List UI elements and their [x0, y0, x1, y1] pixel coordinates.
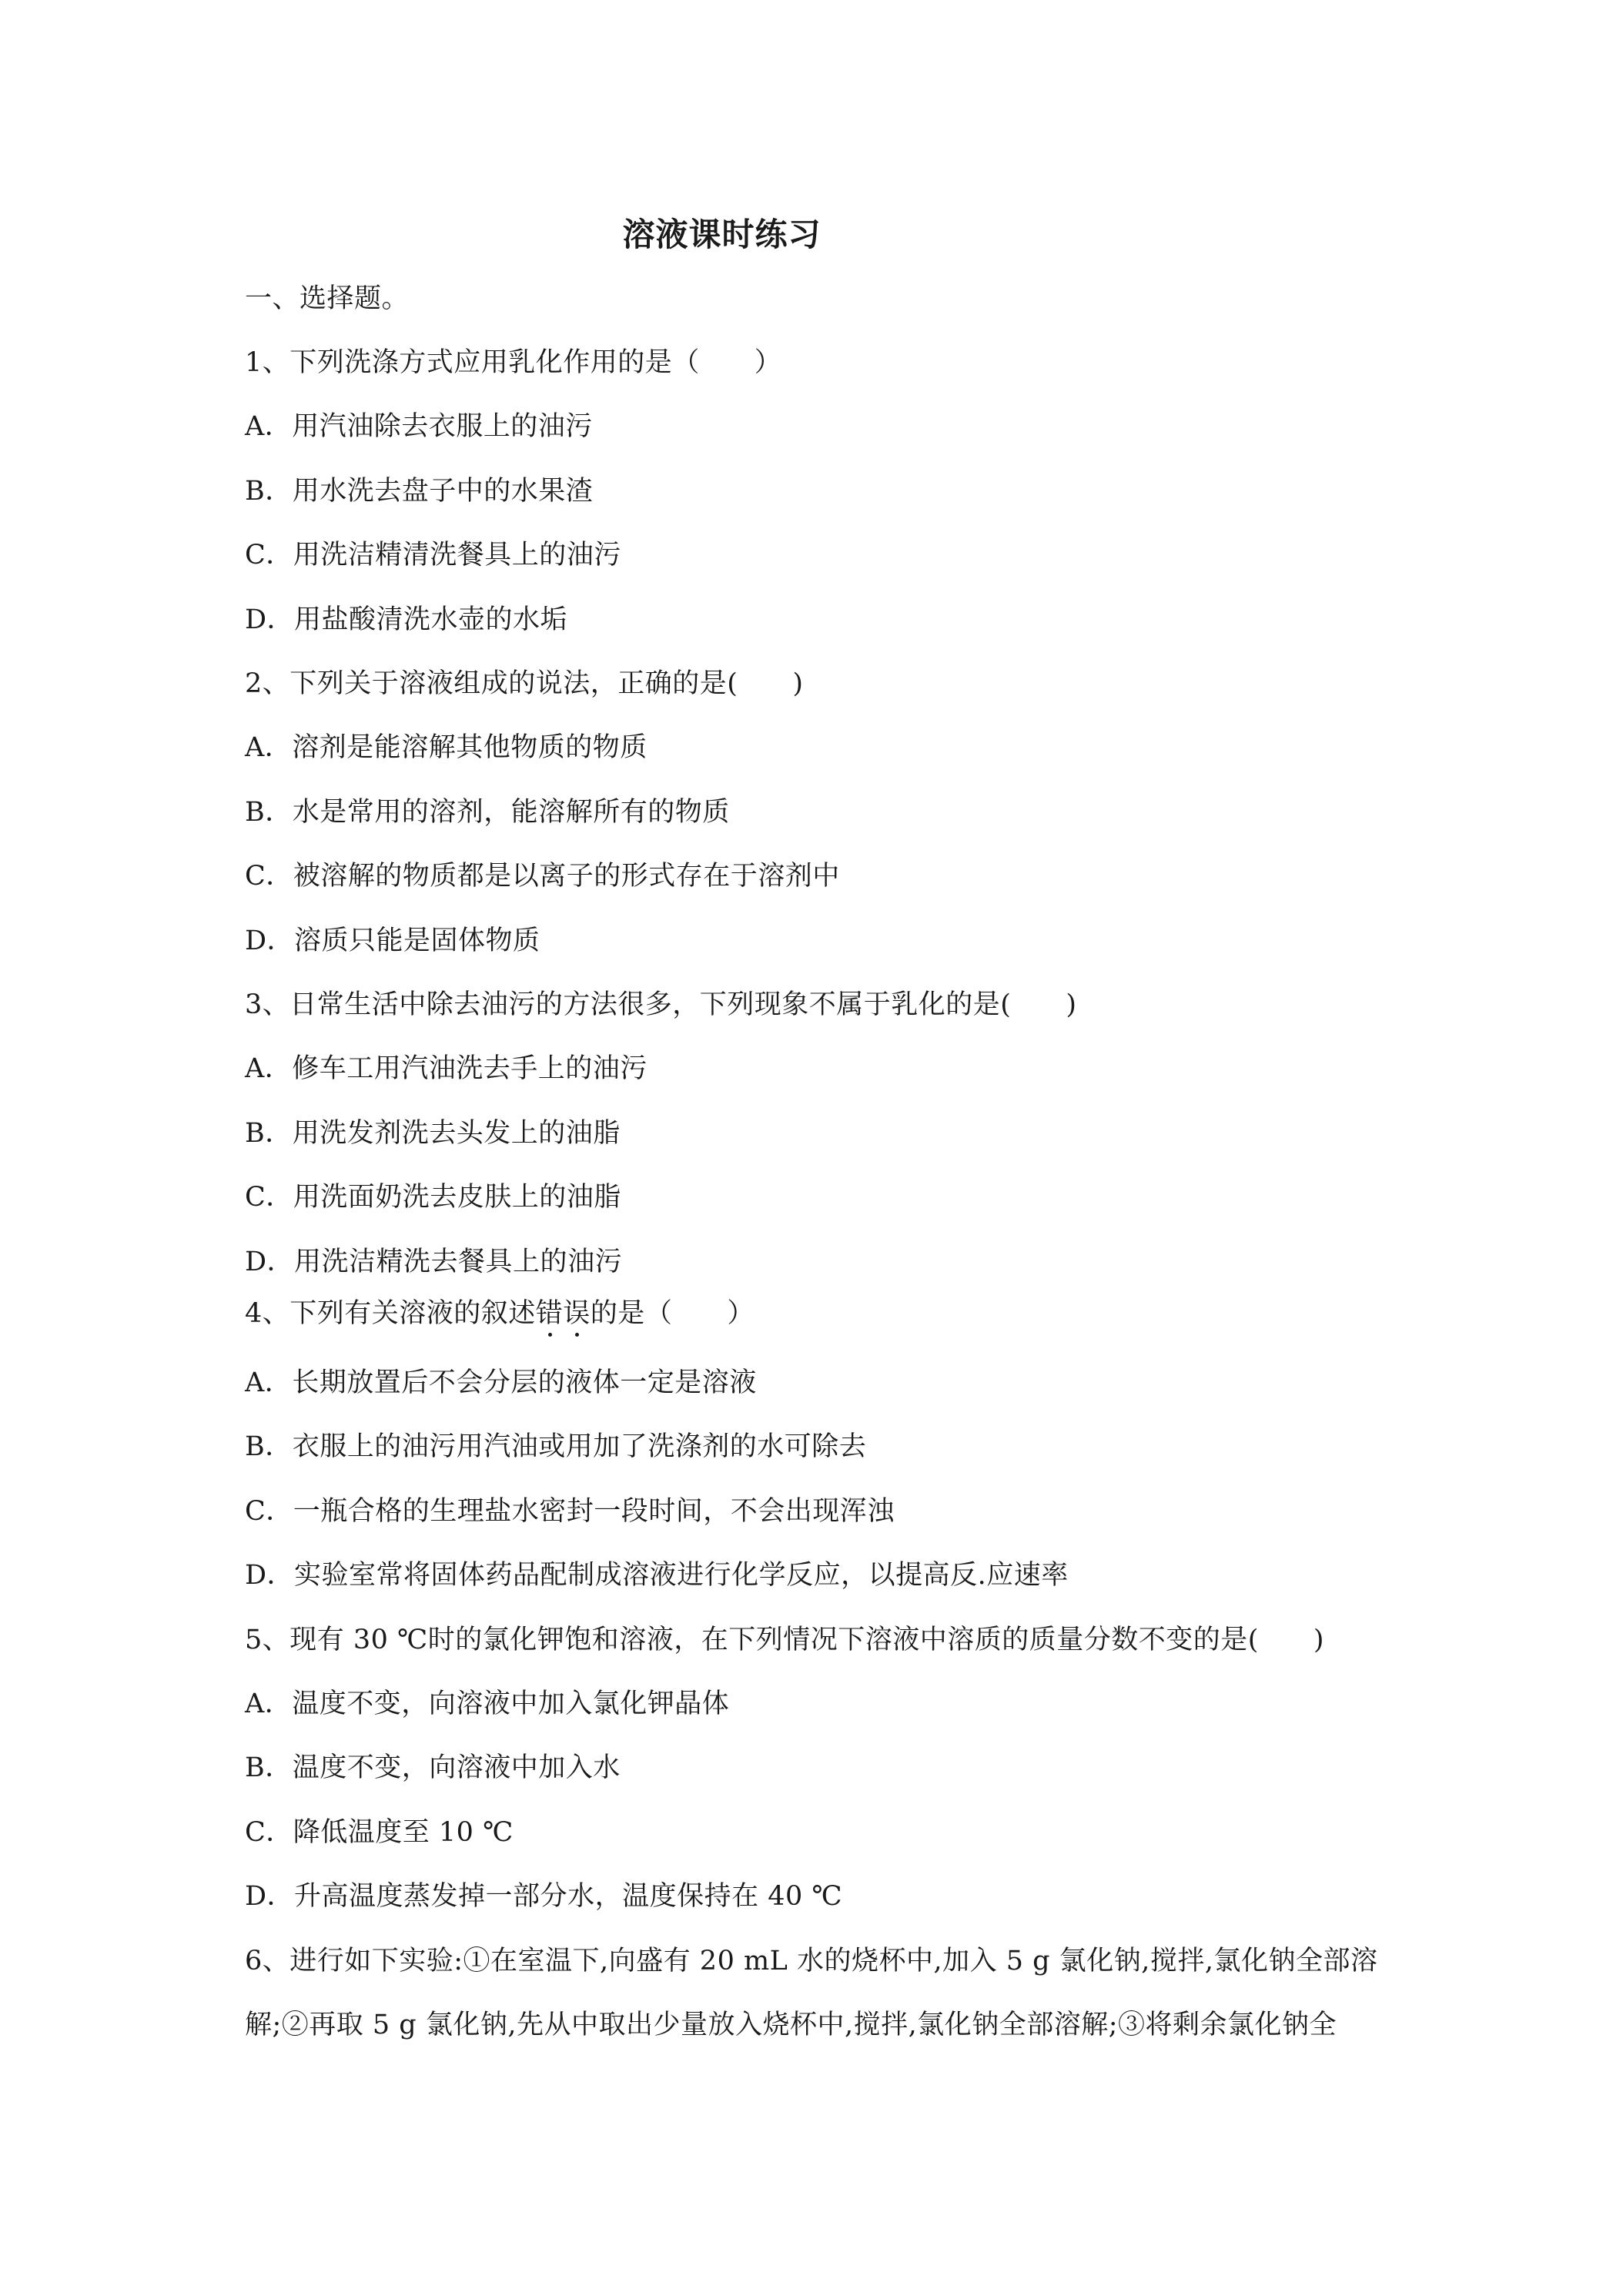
emphasis-text: 错	[535, 1298, 564, 1329]
question-4-option-d: D．实验室常将固体药品配制成溶液进行化学反应，以提高反.应速率	[245, 1560, 1069, 1591]
question-1-option-c: C．用洗洁精清洗餐具上的油污	[245, 540, 621, 571]
question-4-stem-end: 的是（ ）	[590, 1298, 755, 1329]
question-3-option-d: D．用洗洁精洗去餐具上的油污	[245, 1247, 623, 1277]
question-3-option-b: B．用洗发剂洗去头发上的油脂	[245, 1118, 621, 1149]
question-1-option-a: A．用汽油除去衣服上的油污	[245, 411, 593, 442]
question-4-option-a: A．长期放置后不会分层的液体一定是溶液	[245, 1367, 757, 1398]
question-2-option-d: D．溶质只能是固体物质	[245, 925, 540, 956]
question-4-stem	[245, 1295, 755, 1332]
emphasis-dot	[548, 1333, 552, 1337]
question-1-option-b: B．用水洗去盘子中的水果渣	[245, 476, 594, 507]
section-heading: 一、选择题。	[245, 283, 410, 314]
emphasis-dot	[575, 1333, 579, 1337]
question-5-option-c: C．降低温度至 10 ℃	[245, 1817, 514, 1848]
question-4-stem-start: 4、下列有关溶液的叙述	[245, 1298, 536, 1329]
question-2-option-b: B．水是常用的溶剂，能溶解所有的物质	[245, 797, 730, 828]
question-5-option-b: B．温度不变，向溶液中加入水	[245, 1752, 621, 1783]
question-5-option-d: D．升高温度蒸发掉一部分水，温度保持在 40 ℃	[245, 1881, 843, 1912]
question-5-stem: 5、现有 30 ℃时的氯化钾饱和溶液，在下列情况下溶液中溶质的质量分数不变的是( )	[245, 1625, 1325, 1655]
emphasis-text: 误	[563, 1298, 591, 1329]
question-2-option-a: A．溶剂是能溶解其他物质的物质	[245, 732, 648, 763]
page-title: 溶液课时练习	[622, 216, 822, 253]
question-2-option-c: C．被溶解的物质都是以离子的形式存在于溶剂中	[245, 861, 840, 892]
question-1-option-d: D．用盐酸清洗水壶的水垢	[245, 604, 568, 635]
question-6-stem-line-1: 6、进行如下实验:①在室温下,向盛有 20 mL 水的烧杯中,加入 5 g 氯化钠,搅拌,氯化钠全部溶	[245, 1946, 1378, 1976]
question-2-stem: 2、下列关于溶液组成的说法，正确的是( )	[245, 668, 804, 699]
question-3-option-a: A．修车工用汽油洗去手上的油污	[245, 1053, 648, 1084]
question-4-option-b: B．衣服上的油污用汽油或用加了洗涤剂的水可除去	[245, 1431, 867, 1462]
question-4-option-c: C．一瓶合格的生理盐水密封一段时间，不会出现浑浊	[245, 1496, 895, 1527]
question-3-stem: 3、日常生活中除去油污的方法很多，下列现象不属于乳化的是( )	[245, 989, 1077, 1020]
question-4-emphasis-char-1	[536, 1298, 564, 1329]
question-4-emphasis-char-2	[563, 1298, 591, 1329]
question-3-option-c: C．用洗面奶洗去皮肤上的油脂	[245, 1182, 621, 1213]
question-5-option-a: A．温度不变，向溶液中加入氯化钾晶体	[245, 1689, 730, 1719]
question-1-stem: 1、下列洗涤方式应用乳化作用的是（ ）	[245, 347, 782, 378]
question-6-stem-line-2: 解;②再取 5 g 氯化钠,先从中取出少量放入烧杯中,搅拌,氯化钠全部溶解;③将剩余氯化钠全	[245, 2010, 1337, 2040]
